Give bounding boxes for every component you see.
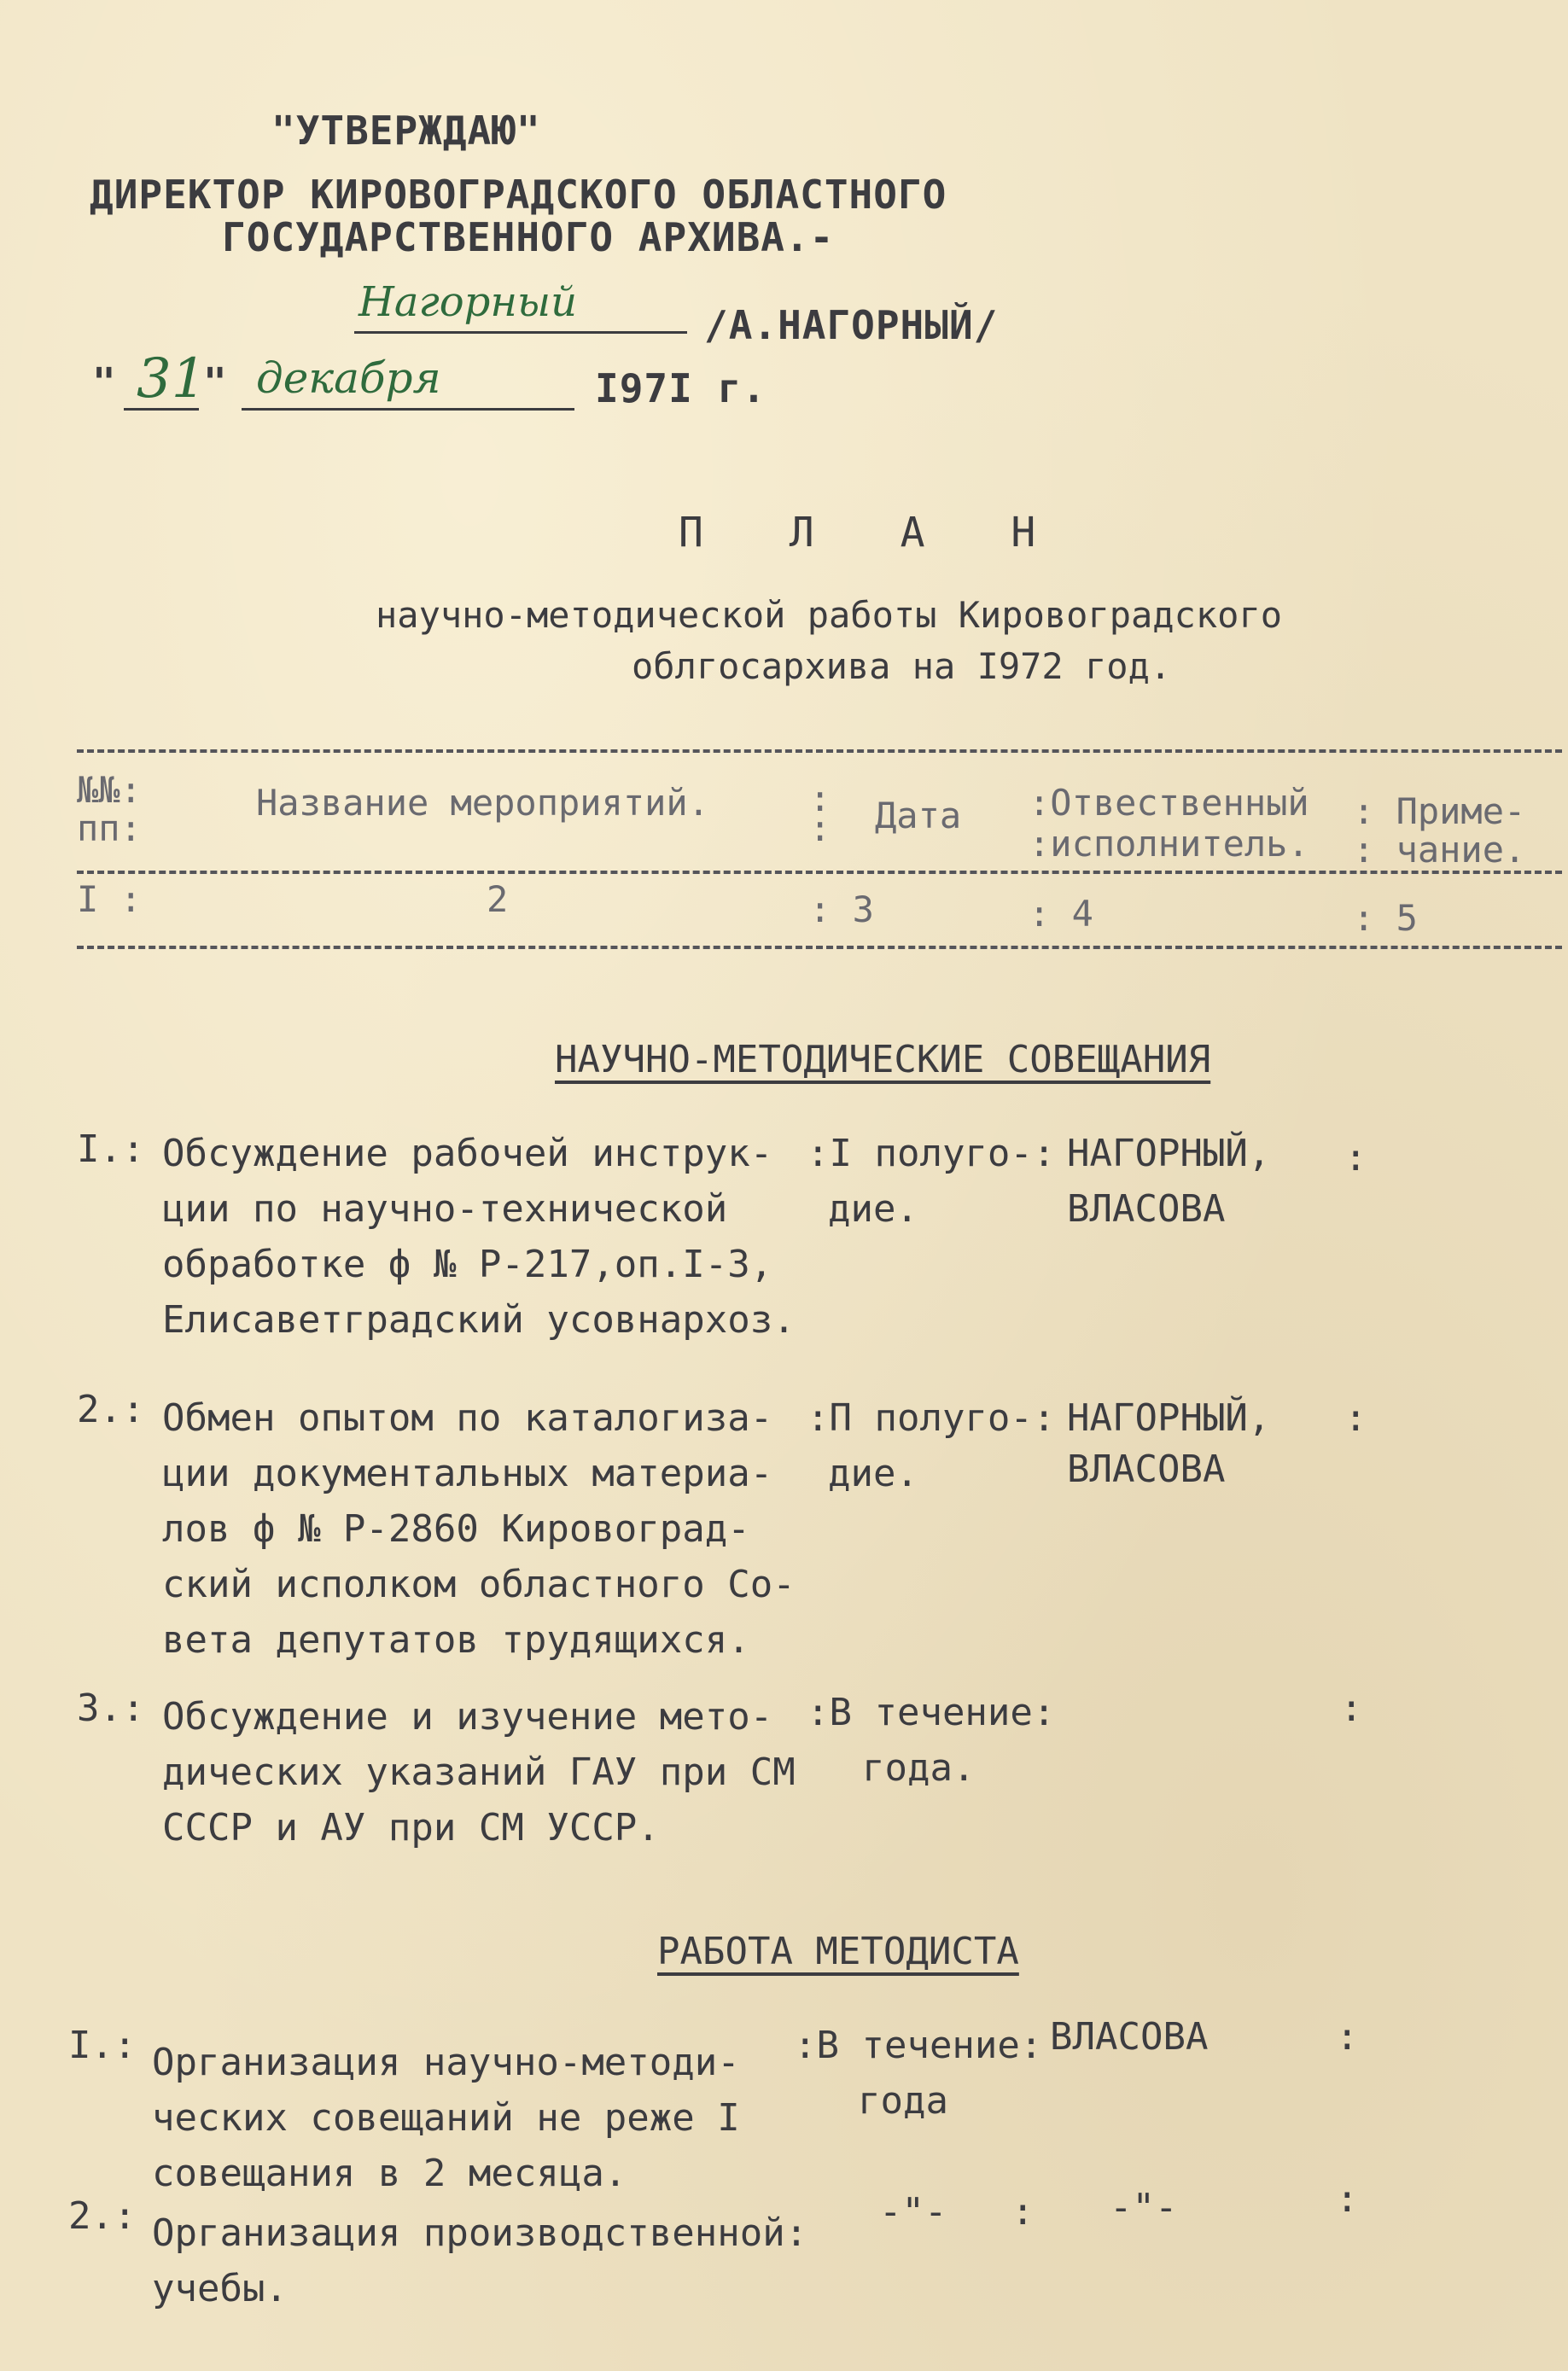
handwritten-signature: Нагорный bbox=[358, 278, 577, 326]
s1-item2-line-1: Обмен опытом по каталогиза- bbox=[162, 1396, 773, 1440]
header-col-sep-1b: : bbox=[809, 807, 831, 849]
header-num-1: I : bbox=[77, 878, 142, 920]
s2-item2-line-2: учебы. bbox=[152, 2267, 288, 2310]
header-col-sep-1: : bbox=[809, 778, 831, 819]
header-col-note-line-2: : чание. bbox=[1353, 829, 1526, 871]
s1-item3-note: : bbox=[1340, 1686, 1363, 1730]
s2-item1-line-2: ческих совещаний не реже I bbox=[152, 2096, 740, 2140]
s1-item3-number: 3.: bbox=[77, 1686, 145, 1730]
s2-item2-line-1: Организация производственной: bbox=[152, 2211, 808, 2255]
header-col-executor-line-1: :Отвественный bbox=[1029, 782, 1309, 824]
s1-item2-line-4: ский исполком областного Со- bbox=[162, 1563, 796, 1606]
s1-item2-executor-1: НАГОРНЫЙ, bbox=[1067, 1396, 1271, 1440]
s2-item2-date-2: : bbox=[1011, 2190, 1035, 2234]
s1-item2-executor-2: ВЛАСОВА bbox=[1067, 1448, 1226, 1491]
header-num-3: : 3 bbox=[809, 888, 874, 930]
s1-item3-date-1: :В течение: bbox=[807, 1691, 1056, 1734]
s1-item1-executor-2: ВЛАСОВА bbox=[1067, 1187, 1226, 1231]
section-title-scientific-meetings: НАУЧНО-МЕТОДИЧЕСКИЕ СОВЕЩАНИЯ bbox=[555, 1038, 1211, 1081]
header-col-date: Дата bbox=[875, 795, 962, 836]
s1-item2-line-2: ции документальных материа- bbox=[162, 1452, 773, 1495]
plan-subtitle-line-2: облгосархива на I972 год. bbox=[632, 645, 1172, 687]
date-month: декабря bbox=[256, 353, 441, 403]
director-name: /А.НАГОРНЫЙ/ bbox=[704, 302, 999, 348]
plan-heading: П Л А Н bbox=[679, 509, 1067, 556]
s1-item1-note: : bbox=[1344, 1136, 1367, 1180]
approval-title-line-2: ГОСУДАРСТВЕННОГО АРХИВА.- bbox=[222, 214, 835, 260]
s2-item1-note: : bbox=[1336, 2015, 1359, 2059]
date-month-line bbox=[242, 408, 574, 411]
s1-item3-date-2: года. bbox=[862, 1746, 976, 1790]
header-col-executor-line-2: :исполнитель. bbox=[1029, 823, 1309, 865]
header-col-number-line-2: пп: bbox=[77, 807, 142, 849]
s1-item2-line-3: лов ф № Р-2860 Кировоград- bbox=[162, 1507, 750, 1551]
header-col-number-line-1: №№: bbox=[77, 769, 142, 811]
s1-item2-note: : bbox=[1344, 1396, 1367, 1440]
approval-title-line-1: ДИРЕКТОР КИРОВОГРАДСКОГО ОБЛАСТНОГО bbox=[90, 172, 947, 218]
s1-item2-date-1: :П полуго-: bbox=[807, 1396, 1056, 1440]
s1-item3-line-3: СССР и АУ при СМ УССР. bbox=[162, 1806, 660, 1850]
s2-item2-date-1: -"- bbox=[879, 2190, 947, 2234]
s1-item1-line-4: Елисаветградский усовнархоз. bbox=[162, 1298, 796, 1342]
signature-line bbox=[354, 331, 687, 334]
s1-item2-line-5: вета депутатов трудящихся. bbox=[162, 1618, 750, 1662]
date-quote-close: " bbox=[203, 359, 228, 405]
approval-stamp: "УТВЕРЖДАЮ" bbox=[271, 108, 541, 154]
date-year: I97I г. bbox=[595, 365, 767, 411]
header-col-note-line-1: : Приме- bbox=[1353, 790, 1526, 832]
s1-item2-date-2: дие. bbox=[828, 1452, 918, 1495]
date-day-line bbox=[124, 408, 199, 411]
plan-subtitle-line-1: научно-методической работы Кировоградского bbox=[376, 594, 1283, 636]
header-col-activity: Название мероприятий. bbox=[256, 782, 710, 824]
header-num-4: : 4 bbox=[1029, 893, 1093, 935]
section-title-methodist-work: РАБОТА МЕТОДИСТА bbox=[657, 1930, 1019, 1973]
s2-item1-date-1: :В течение: bbox=[794, 2024, 1043, 2067]
date-day: 31 bbox=[137, 347, 207, 411]
header-num-5: : 5 bbox=[1353, 897, 1418, 939]
s1-item3-line-2: дических указаний ГАУ при СМ bbox=[162, 1751, 796, 1794]
table-header-divider bbox=[77, 871, 1562, 874]
table-top-border bbox=[77, 749, 1562, 753]
s1-item1-line-3: обработке ф № Р-217,оп.I-3, bbox=[162, 1243, 773, 1286]
s1-item1-date-1: :I полуго-: bbox=[807, 1132, 1056, 1175]
s2-item2-number: 2.: bbox=[68, 2194, 137, 2238]
s1-item2-number: 2.: bbox=[77, 1388, 145, 1431]
s1-item1-executor-1: НАГОРНЫЙ, bbox=[1067, 1132, 1271, 1175]
s1-item1-line-1: Обсуждение рабочей инструк- bbox=[162, 1132, 773, 1175]
s2-item1-executor-1: ВЛАСОВА bbox=[1050, 2015, 1209, 2059]
s1-item1-number: I.: bbox=[77, 1127, 145, 1171]
s1-item1-line-2: ции по научно-технической bbox=[162, 1187, 728, 1231]
s2-item1-number: I.: bbox=[68, 2024, 137, 2067]
table-bottom-border bbox=[77, 946, 1562, 949]
header-num-2: 2 bbox=[487, 878, 509, 920]
s2-item1-line-3: совещания в 2 месяца. bbox=[152, 2152, 627, 2195]
s2-item1-line-1: Организация научно-методи- bbox=[152, 2041, 740, 2084]
s2-item2-note: : bbox=[1336, 2177, 1359, 2221]
s2-item2-executor-1: -"- bbox=[1110, 2186, 1178, 2229]
s1-item1-date-2: дие. bbox=[828, 1187, 918, 1231]
date-quote-open: " bbox=[92, 359, 117, 405]
s2-item1-date-2: года bbox=[858, 2079, 948, 2123]
s1-item3-line-1: Обсуждение и изучение мето- bbox=[162, 1695, 773, 1739]
